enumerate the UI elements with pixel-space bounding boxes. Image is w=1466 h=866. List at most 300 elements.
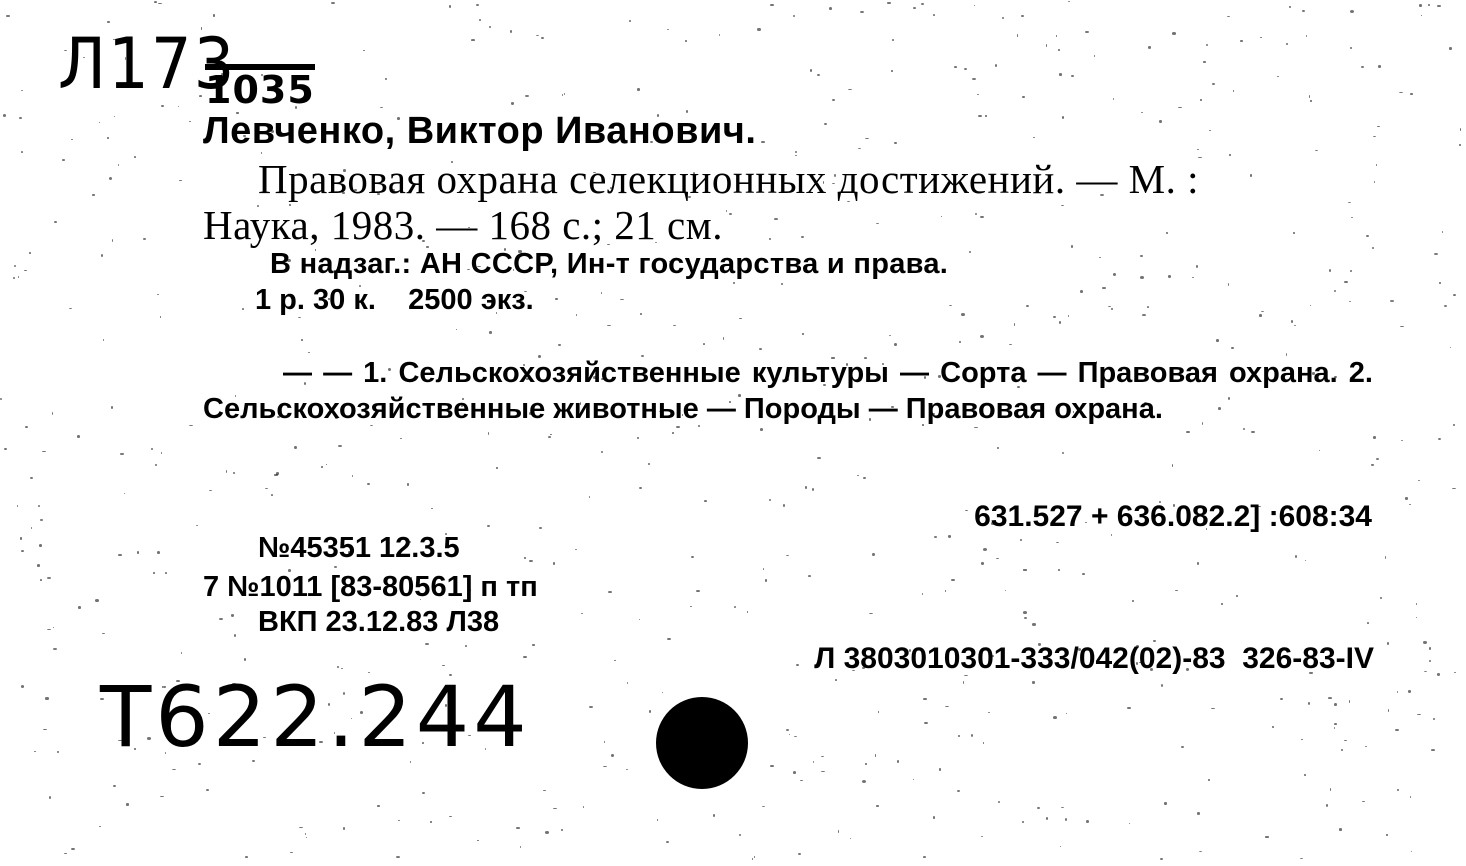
noise-speck	[729, 213, 732, 215]
noise-speck	[523, 656, 527, 658]
noise-speck	[1181, 746, 1184, 748]
noise-speck	[649, 710, 650, 713]
noise-speck	[949, 305, 952, 306]
noise-speck	[1417, 714, 1421, 716]
noise-speck	[808, 575, 811, 577]
noise-speck	[1377, 126, 1380, 128]
noise-speck	[1344, 740, 1347, 742]
noise-speck	[1421, 15, 1422, 17]
noise-speck	[639, 619, 641, 620]
noise-speck	[862, 780, 866, 783]
noise-speck	[786, 729, 789, 731]
noise-speck	[4, 448, 6, 450]
noise-speck	[921, 3, 924, 5]
noise-speck	[1068, 315, 1069, 317]
price-and-print-run: 1 р. 30 к. 2500 экз.	[255, 284, 534, 316]
noise-speck	[691, 556, 693, 558]
noise-speck	[479, 19, 481, 21]
noise-speck	[1141, 112, 1144, 113]
noise-speck	[1061, 205, 1063, 206]
noise-speck	[759, 348, 762, 350]
noise-speck	[1172, 32, 1175, 35]
noise-speck	[832, 99, 834, 101]
noise-speck	[998, 801, 1001, 803]
noise-speck	[1293, 232, 1296, 234]
noise-speck	[726, 210, 727, 212]
noise-speck	[1410, 796, 1412, 798]
noise-speck	[1022, 96, 1025, 99]
noise-speck	[781, 283, 783, 285]
noise-speck	[1365, 746, 1367, 747]
noise-speck	[975, 213, 977, 215]
noise-speck	[1319, 450, 1320, 452]
noise-speck	[1433, 718, 1435, 721]
noise-speck	[1416, 603, 1417, 605]
noise-speck	[958, 735, 960, 737]
noise-speck	[1339, 828, 1342, 830]
noise-speck	[1367, 622, 1369, 624]
noise-speck	[1300, 858, 1303, 859]
noise-speck	[1376, 458, 1379, 460]
noise-speck	[1024, 617, 1027, 619]
noise-speck	[118, 164, 119, 167]
noise-speck	[31, 527, 32, 529]
noise-speck	[54, 221, 58, 224]
noise-speck	[321, 466, 322, 468]
noise-speck	[124, 493, 125, 494]
noise-speck	[800, 780, 803, 782]
noise-speck	[626, 769, 629, 771]
noise-speck	[1386, 834, 1387, 836]
noise-speck	[477, 840, 478, 841]
punched-hole	[656, 697, 748, 789]
noise-speck	[172, 769, 176, 770]
noise-speck	[1431, 749, 1435, 751]
noise-speck	[583, 806, 584, 808]
noise-speck	[1376, 164, 1377, 166]
noise-speck	[1046, 817, 1048, 820]
noise-speck	[1056, 542, 1059, 543]
noise-speck	[301, 339, 303, 341]
noise-speck	[704, 500, 708, 502]
noise-speck	[1399, 92, 1403, 93]
noise-speck	[1428, 4, 1430, 7]
noise-speck	[430, 821, 432, 824]
noise-speck	[1113, 98, 1114, 100]
noise-speck	[1409, 504, 1411, 505]
noise-speck	[1350, 10, 1354, 13]
noise-speck	[120, 453, 124, 454]
noise-speck	[1147, 306, 1150, 308]
title-line-2: Наука, 1983. — 168 с.; 21 см.	[203, 202, 723, 248]
noise-speck	[821, 756, 824, 757]
noise-speck	[548, 436, 551, 438]
noise-speck	[948, 535, 951, 538]
noise-speck	[1304, 774, 1307, 776]
noise-speck	[657, 819, 658, 821]
noise-speck	[271, 494, 273, 496]
noise-speck	[226, 470, 227, 473]
catalog-code: Л 3803010301-333/042(02)-83 326-83-IV	[814, 642, 1374, 675]
noise-speck	[290, 852, 293, 853]
noise-speck	[876, 805, 880, 806]
noise-speck	[233, 472, 235, 475]
noise-speck	[1065, 818, 1067, 821]
noise-speck	[796, 664, 800, 666]
noise-speck	[770, 765, 774, 767]
noise-speck	[1449, 47, 1452, 50]
noise-speck	[1192, 277, 1194, 278]
noise-speck	[1056, 35, 1057, 37]
noise-speck	[997, 447, 999, 450]
noise-speck	[1305, 560, 1306, 561]
noise-speck	[165, 572, 167, 574]
noise-speck	[954, 66, 957, 68]
noise-speck	[923, 856, 926, 858]
noise-speck	[1216, 339, 1220, 342]
noise-speck	[1178, 107, 1182, 109]
noise-speck	[897, 760, 899, 762]
noise-speck	[1032, 681, 1035, 684]
noise-speck	[294, 446, 296, 449]
noise-speck	[1059, 321, 1060, 324]
noise-speck	[425, 643, 429, 645]
noise-speck	[872, 553, 875, 556]
noise-speck	[1033, 137, 1034, 138]
noise-speck	[1302, 10, 1305, 13]
noise-speck	[1361, 66, 1364, 68]
registration-line-1: №45351 12.3.5	[258, 532, 460, 564]
noise-speck	[126, 803, 129, 805]
noise-speck	[762, 806, 766, 807]
noise-speck	[1175, 590, 1178, 592]
noise-speck	[1227, 16, 1230, 17]
noise-speck	[1385, 556, 1386, 558]
noise-speck	[1053, 316, 1056, 318]
noise-speck	[1197, 562, 1199, 564]
noise-speck	[963, 681, 964, 684]
noise-speck	[1362, 801, 1365, 803]
noise-speck	[30, 477, 33, 479]
noise-speck	[1334, 290, 1337, 293]
noise-speck	[143, 238, 146, 240]
noise-speck	[489, 26, 491, 28]
noise-speck	[1280, 698, 1283, 700]
noise-speck	[1329, 269, 1331, 272]
noise-speck	[1159, 120, 1161, 123]
noise-speck	[242, 308, 244, 310]
noise-speck	[1419, 4, 1423, 7]
noise-speck	[933, 816, 935, 818]
noise-speck	[1209, 130, 1211, 131]
noise-speck	[1388, 709, 1389, 711]
noise-speck	[1086, 820, 1089, 823]
noise-speck	[21, 550, 25, 552]
noise-speck	[1326, 804, 1328, 807]
noise-speck	[553, 808, 556, 809]
noise-speck	[939, 768, 941, 770]
noise-speck	[161, 452, 163, 455]
noise-speck	[1286, 43, 1288, 45]
noise-speck	[158, 3, 162, 5]
handwritten-fraction: 1035	[205, 64, 315, 110]
noise-speck	[1197, 812, 1200, 814]
noise-speck	[118, 554, 122, 556]
noise-speck	[1334, 723, 1337, 725]
noise-speck	[1233, 90, 1234, 92]
noise-speck	[1460, 128, 1462, 131]
noise-speck	[1397, 789, 1399, 791]
noise-speck	[1196, 265, 1198, 268]
noise-speck	[1429, 660, 1432, 662]
noise-speck	[1071, 245, 1074, 248]
noise-speck	[1294, 325, 1296, 326]
noise-speck	[838, 830, 840, 833]
noise-speck	[1373, 136, 1376, 137]
noise-speck	[3, 114, 6, 117]
noise-speck	[629, 20, 631, 23]
noise-speck	[719, 34, 720, 36]
noise-speck	[189, 121, 191, 122]
noise-speck	[380, 107, 383, 108]
noise-speck	[541, 37, 544, 39]
noise-speck	[611, 754, 614, 757]
noise-speck	[488, 432, 489, 435]
noise-speck	[1453, 294, 1456, 296]
noise-speck	[1380, 597, 1382, 599]
noise-speck	[817, 74, 820, 76]
noise-speck	[1200, 99, 1201, 102]
noise-speck	[604, 741, 605, 744]
noise-speck	[887, 2, 891, 3]
noise-speck	[589, 706, 592, 708]
noise-speck	[213, 14, 214, 17]
noise-speck	[1221, 603, 1222, 605]
noise-speck	[1308, 702, 1310, 705]
noise-speck	[603, 766, 607, 767]
noise-speck	[972, 78, 976, 80]
noise-speck	[892, 39, 894, 41]
noise-speck	[1309, 95, 1311, 97]
noise-speck	[789, 734, 790, 735]
noise-speck	[245, 856, 249, 858]
noise-speck	[739, 318, 741, 320]
noise-speck	[99, 826, 101, 828]
noise-speck	[945, 590, 947, 592]
noise-speck	[821, 771, 825, 772]
noise-speck	[620, 299, 623, 300]
noise-speck	[539, 527, 542, 529]
noise-speck	[471, 39, 474, 41]
noise-speck	[1060, 846, 1061, 847]
noise-speck	[196, 525, 198, 526]
noise-speck	[1113, 273, 1116, 276]
noise-speck	[1172, 464, 1173, 467]
noise-speck	[995, 64, 997, 67]
noise-speck	[876, 223, 879, 224]
noise-speck	[137, 551, 140, 553]
noise-speck	[160, 796, 164, 798]
noise-speck	[1387, 642, 1389, 645]
noise-speck	[109, 177, 112, 180]
noise-speck	[77, 435, 79, 438]
noise-speck	[1452, 488, 1456, 489]
noise-speck	[971, 734, 973, 737]
noise-speck	[913, 779, 914, 781]
noise-speck	[1334, 703, 1337, 706]
noise-speck	[981, 836, 983, 837]
noise-speck	[817, 457, 821, 459]
noise-speck	[34, 751, 37, 752]
noise-speck	[1046, 44, 1048, 47]
noise-speck	[92, 194, 95, 195]
noise-speck	[40, 579, 42, 581]
noise-speck	[400, 438, 402, 439]
noise-speck	[752, 858, 754, 860]
noise-speck	[1208, 779, 1211, 781]
noise-speck	[813, 761, 814, 763]
noise-speck	[891, 70, 894, 72]
noise-speck	[829, 7, 832, 10]
noise-speck	[1459, 144, 1461, 145]
noise-speck	[422, 792, 425, 794]
noise-speck	[850, 838, 852, 839]
noise-speck	[983, 548, 987, 551]
subject-headings	[203, 355, 1373, 427]
noise-speck	[1231, 347, 1233, 349]
noise-speck	[331, 2, 335, 4]
noise-speck	[639, 487, 642, 489]
noise-speck	[1140, 255, 1143, 257]
noise-speck	[1408, 690, 1411, 692]
registration-line-3: ВКП 23.12.83 Л38	[258, 606, 500, 638]
noise-speck	[608, 591, 612, 593]
noise-speck	[1397, 691, 1398, 693]
noise-speck	[21, 90, 24, 91]
noise-speck	[181, 652, 182, 655]
noise-speck	[1250, 174, 1252, 176]
noise-speck	[71, 139, 73, 141]
noise-speck	[160, 316, 162, 318]
noise-speck	[1132, 600, 1134, 603]
noise-speck	[1351, 217, 1354, 218]
noise-speck	[1071, 75, 1073, 77]
noise-speck	[1058, 569, 1061, 571]
noise-speck	[40, 519, 43, 521]
noise-speck	[798, 853, 801, 856]
noise-speck	[43, 729, 47, 731]
noise-speck	[1328, 697, 1332, 699]
noise-speck	[244, 658, 246, 660]
noise-speck	[754, 856, 755, 858]
noise-speck	[1009, 344, 1012, 345]
noise-speck	[810, 69, 813, 72]
noise-speck	[1372, 247, 1374, 249]
noise-speck	[1439, 282, 1440, 284]
noise-speck	[894, 343, 897, 346]
noise-speck	[1111, 534, 1112, 536]
noise-speck	[575, 549, 577, 550]
noise-speck	[614, 660, 615, 661]
noise-speck	[377, 805, 380, 806]
noise-speck	[1429, 647, 1432, 650]
noise-speck	[219, 618, 223, 620]
noise-speck	[456, 329, 457, 331]
noise-speck	[553, 562, 555, 564]
noise-speck	[723, 337, 724, 340]
noise-speck	[637, 437, 639, 439]
noise-speck	[1344, 281, 1348, 284]
noise-speck	[407, 483, 409, 486]
noise-speck	[1411, 851, 1412, 852]
noise-speck	[487, 525, 490, 527]
noise-speck	[607, 325, 611, 326]
noise-speck	[1212, 83, 1216, 85]
noise-speck	[38, 505, 40, 507]
noise-speck	[1058, 49, 1060, 50]
noise-speck	[690, 606, 692, 608]
noise-speck	[231, 614, 234, 617]
noise-speck	[42, 451, 45, 453]
noise-speck	[64, 853, 67, 855]
noise-speck	[922, 593, 923, 595]
noise-speck	[1291, 320, 1294, 323]
noise-speck	[206, 789, 209, 791]
noise-speck	[1260, 37, 1262, 38]
noise-speck	[99, 122, 100, 124]
noise-speck	[516, 827, 520, 830]
noise-speck	[562, 94, 563, 96]
noise-speck	[1437, 673, 1440, 676]
noise-speck	[1236, 595, 1237, 597]
noise-speck	[19, 117, 22, 119]
noise-speck	[941, 216, 942, 217]
noise-speck	[1168, 275, 1171, 278]
noise-speck	[1315, 150, 1319, 151]
noise-speck	[153, 572, 154, 575]
noise-speck	[520, 846, 521, 849]
noise-speck	[957, 790, 960, 792]
noise-speck	[396, 856, 400, 858]
noise-speck	[299, 827, 303, 829]
noise-speck	[985, 115, 988, 116]
noise-speck	[978, 115, 982, 117]
noise-speck	[18, 276, 19, 279]
noise-speck	[17, 505, 18, 507]
note-line-1: В надзаг.: АН СССР, Ин-т государства и права.	[270, 248, 949, 280]
noise-speck	[601, 451, 603, 453]
noise-speck	[305, 833, 306, 836]
noise-speck	[1400, 326, 1404, 327]
noise-speck	[1424, 671, 1427, 672]
noise-speck	[1416, 617, 1418, 618]
noise-speck	[49, 796, 51, 799]
noise-speck	[889, 335, 891, 336]
noise-speck	[637, 88, 641, 91]
noise-speck	[1442, 231, 1443, 234]
subject-headings-text: — — 1. Сельскохозяйственные культуры — Сорта — Правовая охрана. 2. Сельскохозяйственные животные — Породы — Правовая охрана.	[203, 357, 1373, 425]
noise-speck	[1341, 749, 1343, 751]
noise-speck	[1062, 452, 1064, 454]
noise-speck	[1068, 1, 1070, 2]
noise-speck	[69, 308, 72, 309]
noise-speck	[793, 771, 796, 774]
noise-speck	[1437, 5, 1440, 7]
noise-speck	[1265, 836, 1268, 837]
noise-speck	[1272, 726, 1274, 729]
noise-speck	[151, 448, 154, 450]
noise-speck	[78, 606, 80, 609]
